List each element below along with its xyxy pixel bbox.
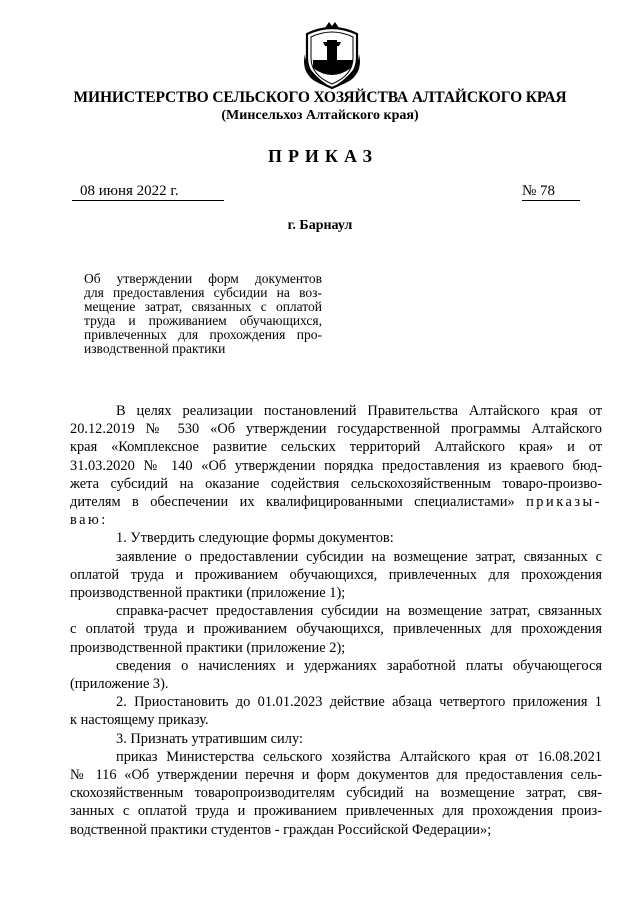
body-line: В целях реализации постановлений Правительства Алтайского края от [116, 403, 602, 419]
city-label: г. Барнаул [287, 218, 353, 233]
order-subject [84, 272, 322, 356]
body-line: края «Комплексное развитие сельских территорий Алтайского края» и от [70, 439, 602, 456]
subject-line: Об утверждении форм документов [84, 271, 322, 286]
body-line: с оплатой труда и проживанием обучающихся, привлеченных для прохождения [70, 621, 602, 638]
body-line: 1. Утвердить следующие формы документов: [116, 530, 394, 547]
body-line: жета субсидий на оказание содействия сельскохозяйственным товаро-произво- [70, 475, 602, 492]
body-line-text: дителям в обеспечении их квалифицированными специалистами» [70, 494, 515, 511]
body-line: производственной практики (приложение 1); [70, 585, 346, 602]
body-line [70, 493, 602, 511]
body-line: приказ Министерства сельского хозяйства Алтайского края от 16.08.2021 [116, 748, 602, 765]
body-line: сведения о начислениях и удержаниях заработной платы обучающегося [116, 657, 602, 674]
body-line: ваю: [70, 512, 108, 529]
body-line: оплатой труда и проживанием обучающихся, привлеченных для прохождения [70, 566, 602, 583]
subject-line: привлеченных для прохождения про- [84, 327, 322, 342]
body-line-spaced: приказы- [526, 494, 602, 511]
body-line: № 116 «Об утверждении перечня и форм документов для предоставления сель- [70, 767, 602, 784]
coat-of-arms-emblem [299, 20, 365, 92]
body-line: 20.12.2019 № 530 «Об утверждении государственной программы Алтайского [70, 421, 602, 438]
body-line: к настоящему приказу. [70, 712, 209, 729]
body-line: водственной практики студентов - граждан Российской Федерации»; [70, 821, 492, 838]
body-line: 31.03.2020 № 140 «Об утверждении порядка предоставления из краевого бюд- [70, 457, 602, 474]
body-line: скохозяйственным товаропроизводителям субсидий на возмещение затрат, свя- [70, 785, 602, 802]
order-body [70, 402, 602, 839]
order-date: 08 июня 2022 г. [72, 182, 224, 201]
body-line: производственной практики (приложение 2); [70, 639, 346, 656]
ministry-name: МИНИСТЕРСТВО СЕЛЬСКОГО ХОЗЯЙСТВА АЛТАЙСКОГО КРАЯ [73, 89, 567, 106]
subject-line: мещение затрат, связанных с оплатой [84, 299, 322, 314]
order-number: № 78 [522, 182, 580, 201]
document-type-title: ПРИКАЗ [267, 146, 379, 166]
subject-line: изводственной практики [84, 341, 226, 356]
body-line: 2. Приостановить до 01.01.2023 действие абзаца четвертого приложения 1 [116, 694, 602, 711]
ministry-short-name: (Минсельхоз Алтайского края) [221, 108, 419, 123]
body-line: заявление о предоставлении субсидии на возмещение затрат, связанных с [116, 548, 602, 565]
subject-line: труда и проживанием обучающихся, [84, 313, 322, 328]
body-line: 3. Признать утратившим силу: [116, 730, 303, 747]
subject-line: для предоставления субсидии на воз- [84, 285, 322, 300]
body-line: (приложение 3). [70, 676, 169, 693]
body-line: справка-расчет предоставления субсидии на возмещение затрат, связанных [116, 603, 602, 620]
body-line: занных с оплатой труда и проживанием привлеченных для прохождения произ- [70, 803, 602, 820]
